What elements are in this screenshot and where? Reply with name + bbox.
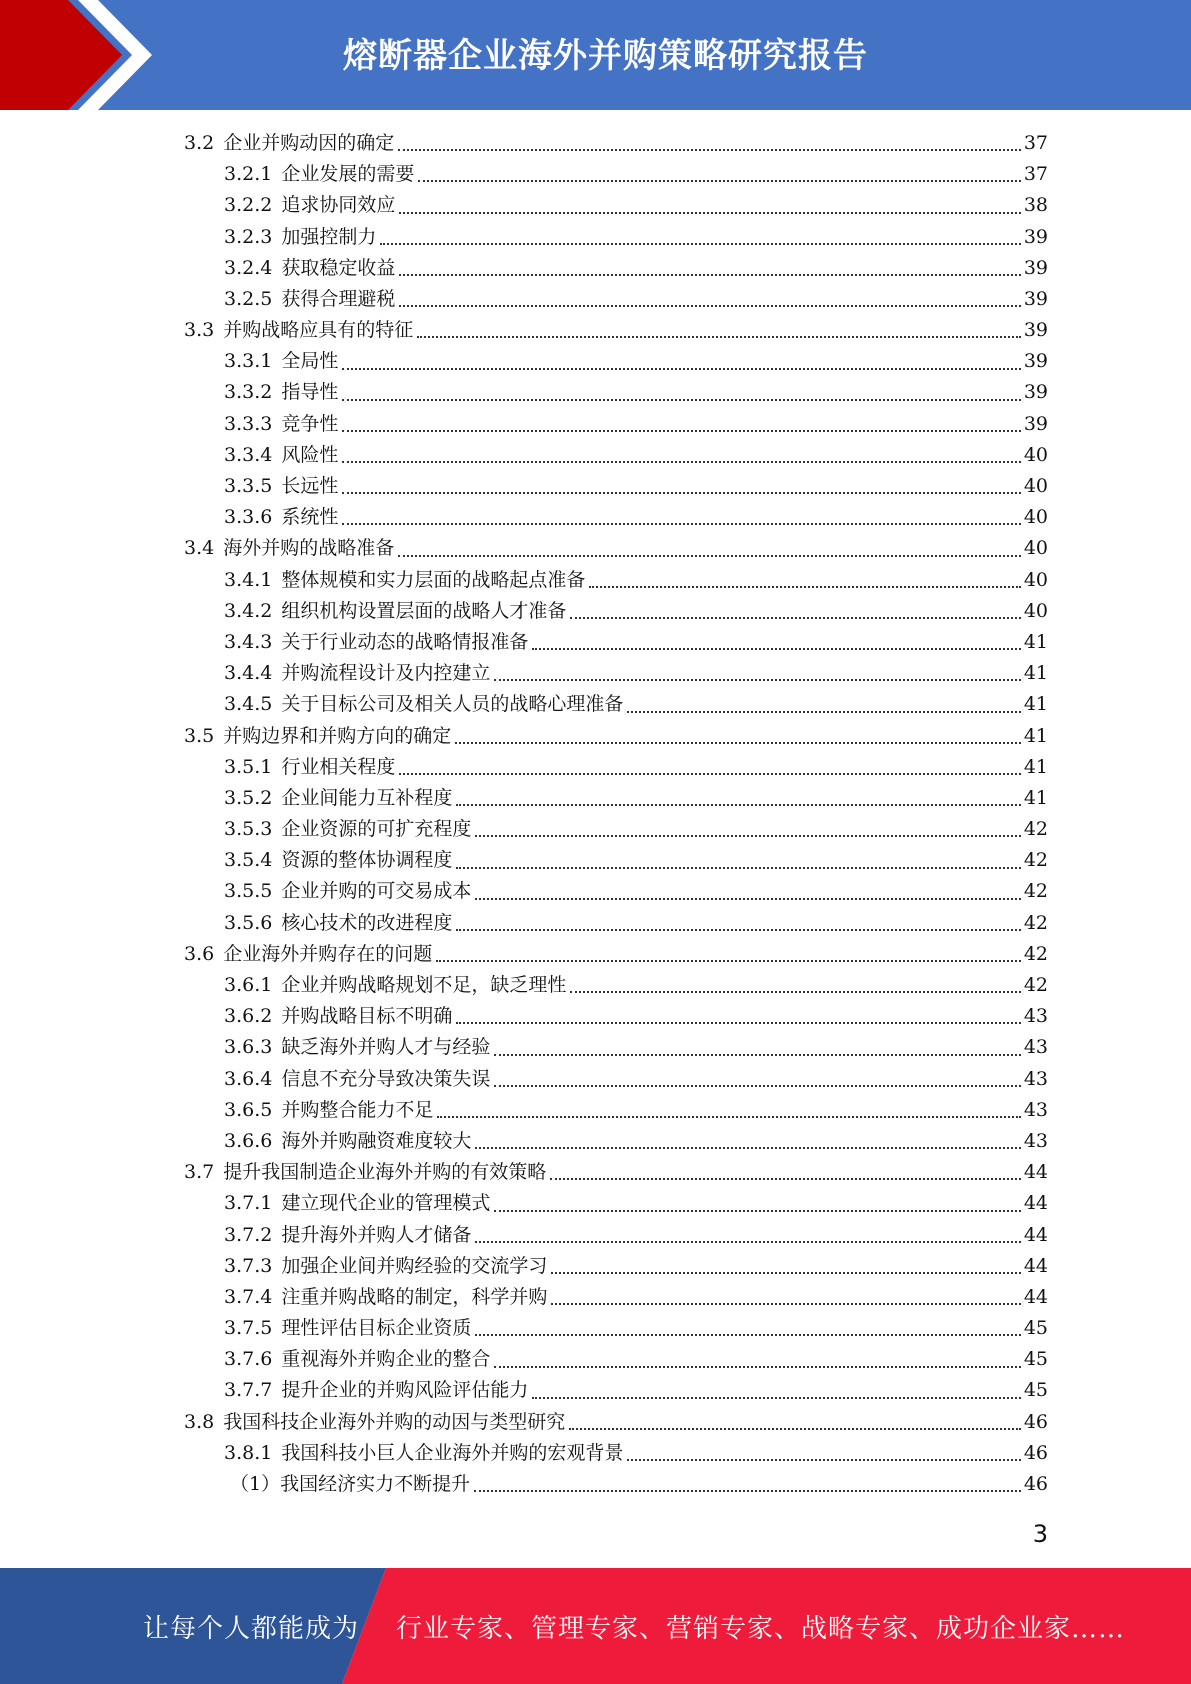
toc-entry[interactable]	[184, 658, 1048, 689]
toc-entry-number: 3.2.2	[224, 194, 273, 217]
toc-dot-leader	[398, 555, 1021, 557]
toc-entry[interactable]	[184, 1126, 1048, 1157]
toc-entry-title: 并购整合能力不足	[281, 1098, 434, 1121]
toc-entry-page: 40	[1023, 537, 1048, 560]
toc-entry-title: 核心技术的改进程度	[281, 911, 453, 934]
toc-dot-leader	[474, 1490, 1021, 1492]
toc-entry-page: 45	[1023, 1348, 1048, 1371]
toc-entry-page: 39	[1023, 319, 1048, 342]
toc-dot-leader	[456, 929, 1020, 931]
toc-entry-page: 42	[1023, 942, 1048, 965]
toc-entry[interactable]	[184, 565, 1048, 596]
toc-entry-title: 获取稳定收益	[281, 256, 396, 279]
toc-entry-page: 40	[1023, 506, 1048, 529]
toc-entry-title: 企业资源的可扩充程度	[281, 818, 472, 841]
toc-entry-number: 3.5.1	[224, 755, 273, 778]
toc-entry-number: 3.5.4	[224, 849, 273, 872]
toc-entry-number: 3.5.6	[224, 911, 273, 934]
toc-entry-number: 3.3.1	[224, 350, 273, 373]
toc-entry-number: 3.5.5	[224, 880, 273, 903]
toc-entry-number: 3.7	[184, 1161, 215, 1184]
toc-dot-leader	[589, 586, 1020, 588]
toc-entry-page: 37	[1023, 163, 1048, 186]
toc-entry-page: 44	[1023, 1285, 1048, 1308]
toc-entry-page: 42	[1023, 818, 1048, 841]
toc-entry[interactable]	[184, 1469, 1048, 1500]
toc-entry[interactable]	[184, 346, 1048, 377]
toc-dot-leader	[475, 898, 1020, 900]
toc-entry[interactable]	[184, 814, 1048, 845]
toc-entry[interactable]	[184, 1001, 1048, 1032]
toc-dot-leader	[417, 336, 1021, 338]
footer-banner	[0, 1568, 1191, 1684]
toc-entry-number: 3.3	[184, 319, 215, 342]
toc-entry-page: 44	[1023, 1161, 1048, 1184]
toc-entry[interactable]	[184, 222, 1048, 253]
toc-dot-leader	[551, 1303, 1020, 1305]
toc-entry[interactable]	[184, 1188, 1048, 1219]
toc-entry-title: 提升我国制造企业海外并购的有效策略	[223, 1161, 547, 1184]
toc-entry-number: 3.7.7	[224, 1379, 273, 1402]
toc-entry-number: 3.2.5	[224, 287, 273, 310]
toc-entry[interactable]	[184, 845, 1048, 876]
toc-dot-leader	[342, 430, 1020, 432]
toc-entry-number: 3.5.3	[224, 818, 273, 841]
toc-dot-leader	[456, 867, 1020, 869]
toc-entry[interactable]	[184, 1064, 1048, 1095]
toc-dot-leader	[399, 305, 1020, 307]
toc-dot-leader	[398, 149, 1021, 151]
toc-entry-page: 37	[1023, 131, 1048, 154]
toc-entry-page: 39	[1023, 412, 1048, 435]
toc-entry-title: 企业并购动因的确定	[223, 131, 395, 154]
toc-entry-number: 3.6.1	[224, 974, 273, 997]
toc-entry-number: 3.7.5	[224, 1317, 273, 1340]
toc-entry-page: 43	[1023, 1098, 1048, 1121]
toc-entry[interactable]	[184, 1438, 1048, 1469]
toc-dot-leader	[532, 1397, 1020, 1399]
toc-entry-number: 3.4.2	[224, 599, 273, 622]
toc-entry[interactable]	[184, 1376, 1048, 1407]
toc-dot-leader	[399, 773, 1020, 775]
toc-entry-page: 40	[1023, 568, 1048, 591]
toc-dot-leader	[342, 523, 1020, 525]
footer-slogan-left: 让每个人都能成为	[143, 1614, 360, 1644]
toc-entry[interactable]	[184, 1344, 1048, 1375]
toc-entry[interactable]	[184, 1313, 1048, 1344]
header-banner	[0, 0, 1191, 110]
toc-dot-leader	[342, 399, 1020, 401]
toc-dot-leader	[494, 1366, 1020, 1368]
toc-entry-number: 3.3.3	[224, 412, 273, 435]
toc-entry-number: 3.6.5	[224, 1098, 273, 1121]
toc-dot-leader	[494, 679, 1020, 681]
toc-entry[interactable]	[184, 1407, 1048, 1438]
toc-entry-title: 关于行业动态的战略情报准备	[281, 630, 529, 653]
toc-entry-title: 企业间能力互补程度	[281, 786, 453, 809]
toc-entry-page: 45	[1023, 1379, 1048, 1402]
toc-entry-number: 3.6.2	[224, 1005, 273, 1028]
toc-entry[interactable]	[184, 1220, 1048, 1251]
toc-entry[interactable]	[184, 471, 1048, 502]
toc-entry[interactable]	[184, 1032, 1048, 1063]
toc-entry-page: 41	[1023, 693, 1048, 716]
toc-dot-leader	[627, 1459, 1020, 1461]
toc-entry-page: 40	[1023, 599, 1048, 622]
page-number: 3	[1032, 1520, 1048, 1548]
toc-entry-page: 42	[1023, 880, 1048, 903]
toc-dot-leader	[494, 1210, 1020, 1212]
toc-entry-number: 3.7.4	[224, 1285, 273, 1308]
toc-dot-leader	[436, 960, 1021, 962]
toc-entry-page: 44	[1023, 1192, 1048, 1215]
toc-entry-title: 加强控制力	[281, 225, 377, 248]
toc-entry-title: 追求协同效应	[281, 194, 396, 217]
toc-entry[interactable]	[184, 908, 1048, 939]
toc-entry-title: 海外并购的战略准备	[223, 537, 395, 560]
toc-entry[interactable]	[184, 939, 1048, 970]
toc-entry-page: 43	[1023, 1067, 1048, 1090]
toc-dot-leader	[475, 835, 1020, 837]
toc-entry-title: 资源的整体协调程度	[281, 849, 453, 872]
toc-entry-title: 全局性	[281, 350, 339, 373]
toc-entry-page: 46	[1023, 1410, 1048, 1433]
toc-entry-page: 41	[1023, 630, 1048, 653]
toc-entry-number: 3.5	[184, 724, 215, 747]
toc-entry-title: 并购战略目标不明确	[281, 1005, 453, 1028]
toc-entry-title: 指导性	[281, 381, 339, 404]
toc-entry-number: 3.2.3	[224, 225, 273, 248]
toc-entry-title: 组织机构设置层面的战略人才准备	[281, 599, 567, 622]
toc-entry-title: 我国科技小巨人企业海外并购的宏观背景	[281, 1441, 624, 1464]
toc-entry[interactable]	[184, 378, 1048, 409]
toc-entry-page: 41	[1023, 755, 1048, 778]
toc-dot-leader	[627, 711, 1020, 713]
document-title: 熔断器企业海外并购策略研究报告	[343, 36, 868, 76]
toc-entry-title: 海外并购融资难度较大	[281, 1129, 472, 1152]
toc-entry-title: 提升企业的并购风险评估能力	[281, 1379, 529, 1402]
toc-entry-title: 并购战略应具有的特征	[223, 319, 414, 342]
toc-dot-leader	[475, 1147, 1020, 1149]
toc-entry-page: 39	[1023, 287, 1048, 310]
toc-entry[interactable]	[184, 190, 1048, 221]
toc-dot-leader	[456, 804, 1020, 806]
toc-entry-number: 3.4.3	[224, 630, 273, 653]
toc-dot-leader	[456, 1022, 1020, 1024]
toc-entry-page: 42	[1023, 911, 1048, 934]
toc-entry-title: 建立现代企业的管理模式	[281, 1192, 491, 1215]
toc-entry-title: 加强企业间并购经验的交流学习	[281, 1254, 548, 1277]
toc-entry[interactable]	[184, 689, 1048, 720]
toc-entry[interactable]	[184, 502, 1048, 533]
toc-entry-number: 3.3.4	[224, 443, 273, 466]
toc-entry-number: 3.4.4	[224, 662, 273, 685]
toc-entry[interactable]	[184, 970, 1048, 1001]
toc-entry-number: 3.2.1	[224, 163, 273, 186]
toc-entry-title: 企业海外并购存在的问题	[223, 942, 433, 965]
toc-entry-title: 提升海外并购人才储备	[281, 1223, 472, 1246]
toc-entry-page: 39	[1023, 225, 1048, 248]
toc-entry[interactable]	[184, 440, 1048, 471]
toc-dot-leader	[380, 243, 1020, 245]
toc-entry-number: 3.7.2	[224, 1223, 273, 1246]
toc-entry-page: 41	[1023, 724, 1048, 747]
table-of-contents	[184, 128, 1048, 1500]
toc-entry-page: 39	[1023, 381, 1048, 404]
toc-dot-leader	[494, 1085, 1020, 1087]
toc-entry-title: 并购边界和并购方向的确定	[223, 724, 452, 747]
toc-entry-number: 3.3.6	[224, 506, 273, 529]
toc-entry-number: 3.4	[184, 537, 215, 560]
toc-entry[interactable]	[184, 1282, 1048, 1313]
toc-entry-number: 3.4.5	[224, 693, 273, 716]
toc-entry[interactable]	[184, 128, 1048, 159]
toc-entry-title: 我国经济实力不断提升	[280, 1473, 471, 1496]
toc-entry-number: 3.6	[184, 942, 215, 965]
toc-dot-leader	[418, 180, 1020, 182]
toc-entry-number: （1）	[230, 1473, 281, 1496]
toc-entry-title: 重视海外并购企业的整合	[281, 1348, 491, 1371]
toc-entry-title: 系统性	[281, 506, 339, 529]
toc-entry-page: 40	[1023, 443, 1048, 466]
toc-entry-title: 风险性	[281, 443, 339, 466]
toc-dot-leader	[550, 1178, 1021, 1180]
toc-entry[interactable]	[184, 315, 1048, 346]
toc-entry[interactable]	[184, 159, 1048, 190]
toc-entry-number: 3.7.3	[224, 1254, 273, 1277]
toc-entry-title: 企业发展的需要	[281, 163, 415, 186]
toc-entry-title: 注重并购战略的制定，科学并购	[281, 1285, 548, 1308]
toc-dot-leader	[532, 648, 1020, 650]
toc-dot-leader	[342, 461, 1020, 463]
toc-entry-number: 3.2	[184, 131, 215, 154]
toc-entry-number: 3.7.1	[224, 1192, 273, 1215]
toc-entry-title: 竞争性	[281, 412, 339, 435]
toc-entry-number: 3.8.1	[224, 1441, 273, 1464]
toc-entry-title: 获得合理避税	[281, 287, 396, 310]
toc-entry-title: 长远性	[281, 475, 339, 498]
toc-dot-leader	[399, 212, 1020, 214]
toc-dot-leader	[551, 1272, 1020, 1274]
toc-entry-page: 44	[1023, 1254, 1048, 1277]
toc-entry-title: 企业并购战略规划不足，缺乏理性	[281, 974, 567, 997]
toc-entry-page: 42	[1023, 974, 1048, 997]
toc-entry-title: 整体规模和实力层面的战略起点准备	[281, 568, 586, 591]
toc-dot-leader	[475, 1334, 1020, 1336]
toc-entry-page: 38	[1023, 194, 1048, 217]
toc-entry-number: 3.6.6	[224, 1129, 273, 1152]
toc-entry[interactable]	[184, 721, 1048, 752]
toc-entry-page: 43	[1023, 1036, 1048, 1059]
toc-entry-title: 理性评估目标企业资质	[281, 1317, 472, 1340]
toc-entry-page: 42	[1023, 849, 1048, 872]
toc-entry[interactable]	[184, 877, 1048, 908]
toc-dot-leader	[455, 742, 1021, 744]
toc-entry-title: 企业并购的可交易成本	[281, 880, 472, 903]
toc-entry-number: 3.6.3	[224, 1036, 273, 1059]
toc-entry-title: 缺乏海外并购人才与经验	[281, 1036, 491, 1059]
toc-entry-number: 3.7.6	[224, 1348, 273, 1371]
toc-entry[interactable]	[184, 409, 1048, 440]
toc-entry-title: 我国科技企业海外并购的动因与类型研究	[223, 1410, 566, 1433]
toc-entry[interactable]	[184, 1095, 1048, 1126]
toc-entry-page: 39	[1023, 350, 1048, 373]
toc-entry-page: 44	[1023, 1223, 1048, 1246]
toc-entry[interactable]	[184, 627, 1048, 658]
toc-entry-title: 行业相关程度	[281, 755, 396, 778]
toc-entry-number: 3.8	[184, 1410, 215, 1433]
toc-entry-number: 3.5.2	[224, 786, 273, 809]
toc-dot-leader	[475, 1241, 1020, 1243]
toc-entry-number: 3.3.2	[224, 381, 273, 404]
toc-entry[interactable]	[184, 783, 1048, 814]
toc-entry-number: 3.6.4	[224, 1067, 273, 1090]
toc-entry-page: 41	[1023, 786, 1048, 809]
toc-entry-title: 关于目标公司及相关人员的战略心理准备	[281, 693, 624, 716]
toc-entry-number: 3.2.4	[224, 256, 273, 279]
toc-entry-title: 信息不充分导致决策失误	[281, 1067, 491, 1090]
toc-dot-leader	[570, 991, 1020, 993]
toc-dot-leader	[494, 1054, 1020, 1056]
toc-dot-leader	[342, 368, 1020, 370]
toc-entry-page: 46	[1023, 1441, 1048, 1464]
toc-entry[interactable]	[184, 752, 1048, 783]
toc-entry-page: 40	[1023, 475, 1048, 498]
toc-entry-page: 41	[1023, 662, 1048, 685]
toc-dot-leader	[399, 274, 1020, 276]
toc-dot-leader	[569, 1428, 1021, 1430]
toc-dot-leader	[342, 492, 1020, 494]
toc-entry-number: 3.3.5	[224, 475, 273, 498]
toc-entry[interactable]	[184, 533, 1048, 564]
toc-entry-page: 45	[1023, 1317, 1048, 1340]
toc-entry-page: 39	[1023, 256, 1048, 279]
toc-entry-page: 43	[1023, 1129, 1048, 1152]
toc-entry[interactable]	[184, 1251, 1048, 1282]
footer-slogan-right: 行业专家、管理专家、营销专家、战略专家、成功企业家……	[396, 1614, 1126, 1644]
toc-entry-page: 43	[1023, 1005, 1048, 1028]
toc-dot-leader	[437, 1116, 1020, 1118]
toc-entry-page: 46	[1023, 1473, 1048, 1496]
toc-entry-title: 并购流程设计及内控建立	[281, 662, 491, 685]
toc-entry[interactable]	[184, 284, 1048, 315]
toc-entry[interactable]	[184, 253, 1048, 284]
toc-entry-number: 3.4.1	[224, 568, 273, 591]
toc-entry[interactable]	[184, 596, 1048, 627]
toc-dot-leader	[570, 617, 1020, 619]
toc-entry[interactable]	[184, 1157, 1048, 1188]
